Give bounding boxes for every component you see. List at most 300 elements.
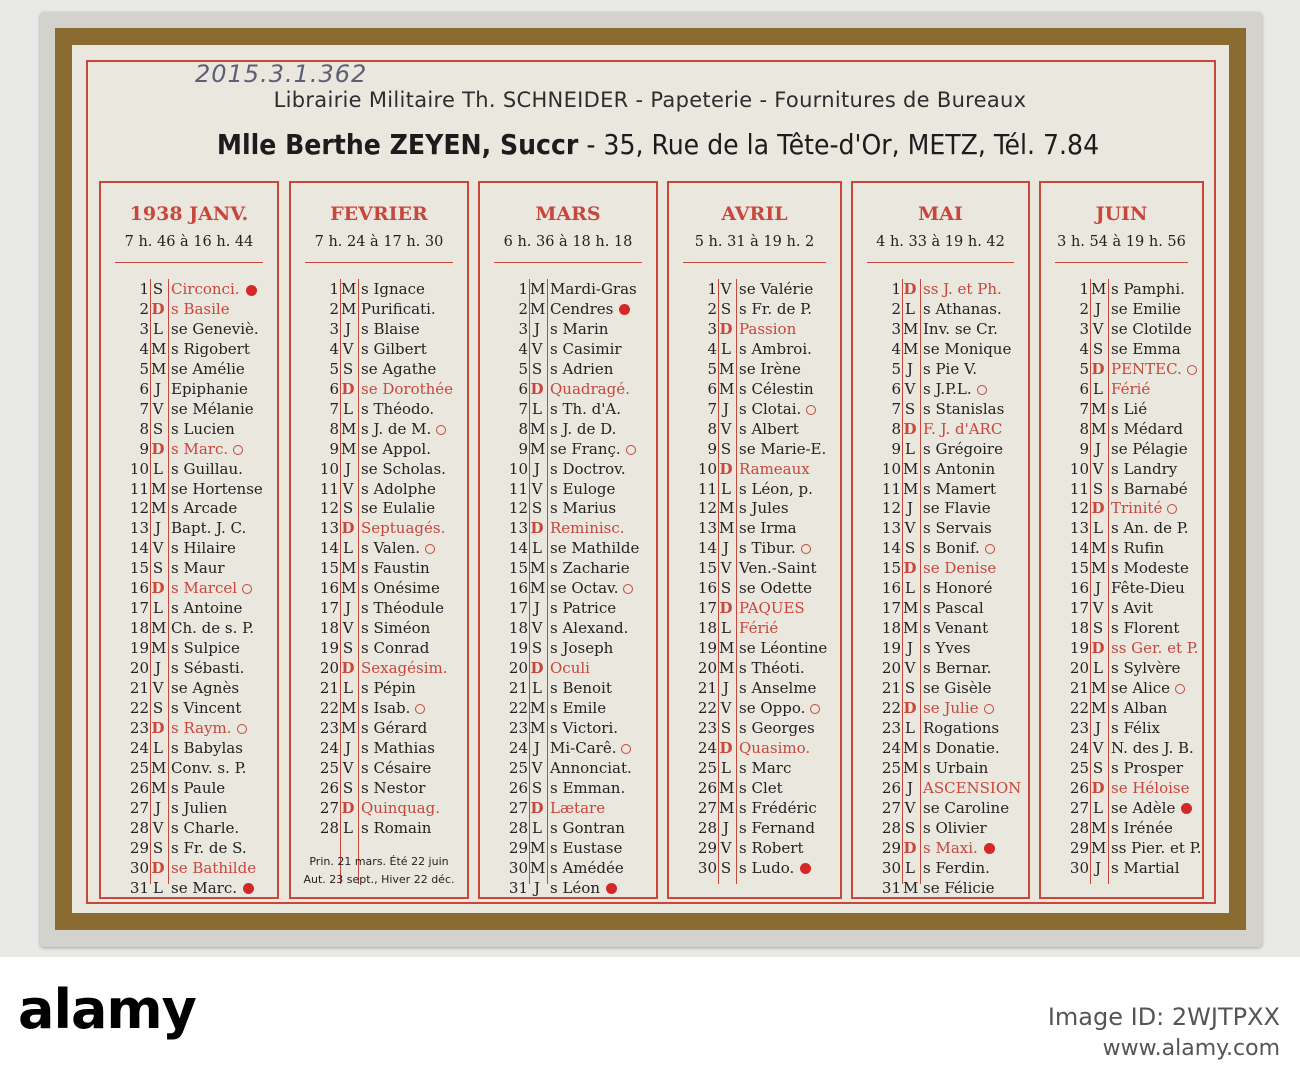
day-row	[871, 618, 1026, 638]
day-row	[687, 598, 838, 618]
saint-name: s Guillau.	[171, 459, 243, 478]
day-number: 30	[1069, 858, 1089, 877]
day-grid	[309, 279, 465, 884]
weekday-letter: M	[151, 758, 167, 777]
day-number: 4	[329, 339, 339, 358]
day-number: 30	[697, 858, 717, 877]
day-row	[1059, 419, 1200, 439]
saint-cell	[923, 279, 1002, 299]
day-number: 19	[319, 639, 339, 658]
saint-name: s Raym.	[171, 718, 232, 737]
weekday-letter: S	[904, 539, 916, 558]
day-row	[871, 798, 1026, 818]
saint-cell	[923, 658, 991, 678]
saint-cell	[171, 778, 225, 798]
weekday-letter: D	[341, 379, 355, 398]
saint-cell	[171, 598, 242, 618]
day-row	[871, 538, 1026, 558]
weekday-letter: M	[1091, 280, 1107, 298]
weekday-letter: M	[530, 280, 546, 298]
saint-cell	[361, 798, 440, 818]
day-number: 18	[319, 619, 339, 638]
saint-name: s Paule	[171, 778, 226, 797]
saint-cell	[171, 758, 246, 778]
saint-name: se Alice	[1111, 679, 1171, 697]
weekday-letter: D	[151, 579, 165, 598]
day-row	[498, 578, 654, 598]
header-rule	[115, 262, 263, 263]
weekday-letter: M	[530, 439, 546, 458]
saint-name: s Th. d'A.	[550, 399, 621, 418]
moon-phase-icon	[436, 425, 446, 435]
weekday-letter: V	[1092, 319, 1104, 338]
saint-name: s Zacharie	[550, 559, 630, 578]
saint-cell	[550, 798, 605, 818]
day-number: 13	[319, 519, 339, 538]
saint-cell	[550, 818, 625, 838]
saint-cell	[550, 319, 608, 339]
day-number: 23	[508, 718, 528, 737]
day-row	[119, 479, 275, 499]
day-row	[119, 698, 275, 718]
day-row	[498, 299, 654, 319]
saint-name: s Sylvère	[1111, 659, 1181, 678]
weekday-letter: V	[531, 339, 543, 358]
saint-cell	[550, 878, 617, 898]
season-note-2: Aut. 23 sept., Hiver 22 déc.	[303, 873, 455, 886]
day-number: 9	[891, 439, 901, 458]
saint-cell	[171, 838, 247, 858]
weekday-letter: M	[341, 419, 357, 438]
saint-name: s Ambroi.	[739, 339, 812, 358]
weekday-letter: D	[1091, 359, 1105, 378]
saint-cell	[171, 698, 241, 718]
saint-name: Bapt. J. C.	[171, 519, 247, 538]
day-row	[119, 578, 275, 598]
weekday-letter: J	[1094, 439, 1101, 458]
saint-cell	[923, 419, 1002, 439]
saint-cell	[739, 339, 812, 359]
weekday-letter: V	[342, 479, 354, 498]
weekday-letter: J	[344, 459, 351, 478]
day-grid	[1059, 279, 1200, 884]
weekday-letter: S	[342, 359, 354, 378]
saint-cell	[923, 618, 988, 638]
saint-cell	[361, 359, 436, 379]
full-moon-icon	[619, 304, 630, 315]
day-number: 2	[707, 299, 717, 318]
day-number: 28	[319, 818, 339, 837]
weekday-letter: L	[1093, 659, 1103, 678]
saint-name: s Victori.	[550, 718, 619, 737]
saint-name: se Franç.	[550, 439, 621, 458]
saint-cell	[1111, 339, 1181, 359]
day-number: 14	[1069, 539, 1089, 558]
day-row	[119, 299, 275, 319]
weekday-letter: D	[151, 718, 165, 737]
month-column	[478, 181, 658, 899]
weekday-letter: S	[904, 818, 916, 837]
weekday-letter: D	[341, 798, 355, 817]
saint-name: s Athanas.	[923, 299, 1002, 318]
day-number: 19	[697, 639, 717, 658]
weekday-letter: D	[530, 519, 544, 538]
weekday-letter: L	[905, 439, 915, 458]
day-number: 2	[891, 299, 901, 318]
day-row	[309, 518, 465, 538]
day-number: 29	[881, 838, 901, 857]
day-number: 3	[1079, 319, 1089, 338]
saint-cell	[171, 578, 252, 598]
saint-name: Passion	[739, 319, 797, 338]
saint-cell	[739, 618, 778, 638]
day-row	[119, 399, 275, 419]
day-number: 21	[508, 679, 528, 697]
day-row	[1059, 319, 1200, 339]
saint-name: s Barnabé	[1111, 479, 1188, 498]
day-row	[871, 319, 1026, 339]
weekday-letter: J	[533, 878, 540, 897]
moon-phase-icon	[984, 704, 994, 714]
day-number: 23	[1069, 718, 1089, 737]
saint-name: s Avit	[1111, 599, 1153, 618]
day-number: 21	[129, 679, 149, 697]
saint-name: se Gisèle	[923, 679, 992, 697]
saint-name: s Arcade	[171, 499, 238, 518]
day-number: 5	[891, 359, 901, 378]
day-row	[1059, 798, 1200, 818]
day-row	[498, 678, 654, 698]
weekday-letter: V	[342, 758, 354, 777]
day-row	[687, 778, 838, 798]
day-row	[498, 399, 654, 419]
day-number: 20	[508, 659, 528, 678]
day-number: 5	[1079, 359, 1089, 378]
weekday-letter: D	[903, 698, 917, 717]
day-number: 15	[881, 559, 901, 578]
saint-name: s Lié	[1111, 399, 1148, 418]
weekday-letter: L	[721, 619, 731, 638]
saint-cell	[550, 618, 628, 638]
saint-name: s Charle.	[171, 818, 240, 837]
day-row	[1059, 439, 1200, 459]
day-row	[119, 618, 275, 638]
day-row	[498, 758, 654, 778]
saint-name: se Eulalie	[361, 499, 436, 518]
day-number: 20	[319, 659, 339, 678]
day-row	[687, 479, 838, 499]
inventory-number: 2015.3.1.362	[195, 60, 368, 88]
saint-cell	[739, 558, 817, 578]
saint-cell	[1111, 678, 1185, 698]
day-row	[119, 758, 275, 778]
day-number: 25	[1069, 758, 1089, 777]
weekday-letter: S	[1092, 339, 1104, 358]
day-number: 10	[508, 459, 528, 478]
weekday-letter: S	[904, 399, 916, 418]
day-row	[871, 498, 1026, 518]
day-number: 19	[1069, 639, 1089, 658]
day-row	[309, 618, 465, 638]
saint-cell	[739, 359, 801, 379]
saint-cell	[923, 379, 987, 399]
weekday-letter: M	[903, 758, 919, 777]
saint-cell	[739, 379, 814, 399]
saint-name: s Gilbert	[361, 339, 427, 358]
month-title: MAI	[918, 203, 963, 225]
saint-name: s Benoit	[550, 679, 612, 697]
day-number: 8	[707, 419, 717, 438]
day-row	[871, 299, 1026, 319]
saint-name: se Emma	[1111, 339, 1181, 358]
day-number: 30	[508, 858, 528, 877]
day-number: 14	[129, 539, 149, 558]
day-row	[871, 439, 1026, 459]
saint-name: s Basile	[171, 299, 230, 318]
saint-cell	[1111, 638, 1199, 658]
day-row	[309, 299, 465, 319]
saint-name: s Théodule	[361, 599, 444, 618]
weekday-letter: V	[904, 659, 916, 678]
saint-cell	[550, 498, 616, 518]
day-number: 6	[891, 379, 901, 398]
saint-cell	[550, 558, 630, 578]
saint-name: s Marius	[550, 499, 617, 518]
day-number: 15	[1069, 559, 1089, 578]
saint-name: se Caroline	[923, 798, 1010, 817]
saint-cell	[1111, 518, 1189, 538]
day-row	[119, 858, 275, 878]
header-successor: Mlle Berthe ZEYEN, Succr	[216, 128, 579, 161]
day-row	[687, 379, 838, 399]
weekday-letter: S	[1092, 619, 1104, 638]
weekday-letter: J	[1094, 718, 1101, 737]
weekday-letter: V	[720, 419, 732, 438]
day-row	[498, 718, 654, 738]
day-row	[1059, 698, 1200, 718]
saint-cell	[171, 738, 243, 758]
day-row	[309, 359, 465, 379]
saint-name: s Pie V.	[923, 359, 977, 378]
day-row	[309, 479, 465, 499]
day-row	[309, 538, 465, 558]
weekday-letter: D	[1091, 639, 1105, 658]
day-number: 18	[697, 619, 717, 638]
saint-name: s Venant	[923, 619, 989, 638]
day-row	[498, 558, 654, 578]
day-row	[871, 479, 1026, 499]
weekday-letter: J	[1094, 299, 1101, 318]
saint-name: s Jules	[739, 499, 789, 518]
day-number: 13	[508, 519, 528, 538]
weekday-letter: M	[903, 339, 919, 358]
day-row	[498, 618, 654, 638]
day-number: 12	[129, 499, 149, 518]
day-row	[1059, 518, 1200, 538]
day-number: 17	[1069, 599, 1089, 618]
weekday-letter: V	[720, 698, 732, 717]
day-number: 28	[697, 818, 717, 837]
day-row	[309, 798, 465, 818]
saint-cell	[739, 479, 813, 499]
saint-cell	[550, 339, 622, 359]
saint-cell	[171, 498, 237, 518]
saint-name: s Antonin	[923, 459, 996, 478]
weekday-letter: S	[1092, 479, 1104, 498]
saint-name: Septuagés.	[361, 519, 446, 538]
day-number: 22	[508, 698, 528, 717]
day-row	[498, 498, 654, 518]
day-number: 11	[129, 479, 149, 498]
weekday-letter: J	[722, 818, 729, 837]
weekday-letter: M	[530, 838, 546, 857]
moon-phase-icon	[621, 744, 631, 754]
saint-name: Ch. de s. P.	[171, 619, 254, 638]
day-row	[871, 698, 1026, 718]
saint-name: s J.P.L.	[923, 379, 972, 398]
full-moon-icon	[606, 883, 617, 894]
weekday-letter: V	[904, 379, 916, 398]
saint-name: s Célestin	[739, 379, 814, 398]
saint-name: Epiphanie	[171, 379, 248, 398]
day-row	[119, 878, 275, 898]
day-number: 12	[319, 499, 339, 518]
weekday-letter: D	[530, 798, 544, 817]
day-row	[1059, 598, 1200, 618]
month-column	[851, 181, 1030, 899]
saint-cell	[171, 718, 247, 738]
weekday-letter: D	[530, 379, 544, 398]
weekday-letter: L	[153, 738, 163, 757]
saint-cell	[1111, 299, 1181, 319]
saint-name: s Adrien	[550, 359, 614, 378]
moon-phase-icon	[626, 445, 636, 455]
weekday-letter: J	[906, 639, 913, 658]
day-number: 1	[1079, 280, 1089, 298]
weekday-letter: M	[903, 459, 919, 478]
weekday-letter: D	[341, 659, 355, 678]
day-number: 27	[129, 798, 149, 817]
weekday-letter: S	[720, 718, 732, 737]
day-number: 6	[139, 379, 149, 398]
saint-cell	[550, 758, 632, 778]
saint-name: s Alban	[1111, 698, 1168, 717]
weekday-letter: L	[343, 679, 353, 697]
day-row	[687, 279, 838, 299]
saint-name: se Geneviè.	[171, 319, 259, 338]
saint-cell	[739, 738, 810, 758]
saint-cell	[171, 299, 230, 319]
day-number: 10	[129, 459, 149, 478]
saint-name: se Mathilde	[550, 539, 640, 558]
weekday-letter: M	[530, 698, 546, 717]
day-number: 29	[129, 838, 149, 857]
day-row	[498, 479, 654, 499]
saint-cell	[739, 778, 783, 798]
weekday-letter: M	[341, 559, 357, 578]
saint-name: s Martial	[1111, 858, 1180, 877]
weekday-letter: S	[531, 359, 543, 378]
weekday-letter: V	[342, 339, 354, 358]
saint-name: s Marc	[739, 758, 792, 777]
day-number: 7	[891, 399, 901, 418]
weekday-letter: D	[151, 299, 165, 318]
saint-cell	[923, 339, 1011, 359]
weekday-letter: J	[906, 499, 913, 518]
saint-cell	[550, 459, 626, 479]
saint-cell	[1111, 419, 1183, 439]
weekday-letter: M	[151, 619, 167, 638]
day-number: 17	[319, 599, 339, 618]
saint-name: s Césaire	[361, 758, 432, 777]
day-number: 25	[881, 758, 901, 777]
day-number: 21	[319, 679, 339, 697]
day-row	[871, 638, 1026, 658]
saint-name: s Yves	[923, 639, 971, 658]
saint-name: s Sébasti.	[171, 659, 245, 678]
day-number: 15	[508, 559, 528, 578]
day-number: 6	[329, 379, 339, 398]
day-row	[687, 818, 838, 838]
day-number: 6	[1079, 379, 1089, 398]
saint-name: s Robert	[739, 838, 804, 857]
saint-cell	[550, 838, 622, 858]
saint-name: s Marin	[550, 319, 609, 338]
day-number: 26	[319, 778, 339, 797]
day-row	[119, 498, 275, 518]
day-number: 27	[1069, 798, 1089, 817]
saint-cell	[923, 638, 970, 658]
saint-name: s Gérard	[361, 718, 428, 737]
day-number: 18	[508, 619, 528, 638]
saint-name: s Gontran	[550, 818, 625, 837]
saint-cell	[171, 658, 244, 678]
day-row	[687, 738, 838, 758]
weekday-letter: M	[903, 599, 919, 618]
saint-cell	[171, 339, 250, 359]
weekday-letter: D	[1091, 499, 1105, 518]
saint-name: se Denise	[923, 559, 997, 578]
saint-name: s Mathias	[361, 738, 435, 757]
day-number: 17	[508, 599, 528, 618]
saint-cell	[1111, 498, 1177, 518]
day-number: 25	[319, 758, 339, 777]
weekday-letter: S	[152, 280, 164, 298]
image-id: Image ID: 2WJTPXX	[1047, 1003, 1280, 1031]
day-grid	[687, 279, 838, 884]
day-number: 17	[881, 599, 901, 618]
weekday-letter: M	[530, 419, 546, 438]
day-row	[119, 778, 275, 798]
weekday-letter: D	[903, 559, 917, 578]
saint-cell	[739, 578, 812, 598]
saint-name: s Valen.	[361, 539, 420, 558]
saint-name: s Pascal	[923, 599, 984, 618]
day-row	[871, 598, 1026, 618]
saint-cell	[550, 858, 624, 878]
saint-cell	[923, 459, 995, 479]
header-rule	[683, 262, 826, 263]
day-number: 11	[1069, 479, 1089, 498]
saint-cell	[361, 618, 430, 638]
day-row	[871, 578, 1026, 598]
saint-cell	[739, 399, 816, 419]
weekday-letter: D	[719, 738, 733, 757]
weekday-letter: J	[154, 798, 161, 817]
day-row	[498, 339, 654, 359]
saint-cell	[1111, 778, 1190, 798]
weekday-letter: D	[719, 599, 733, 618]
